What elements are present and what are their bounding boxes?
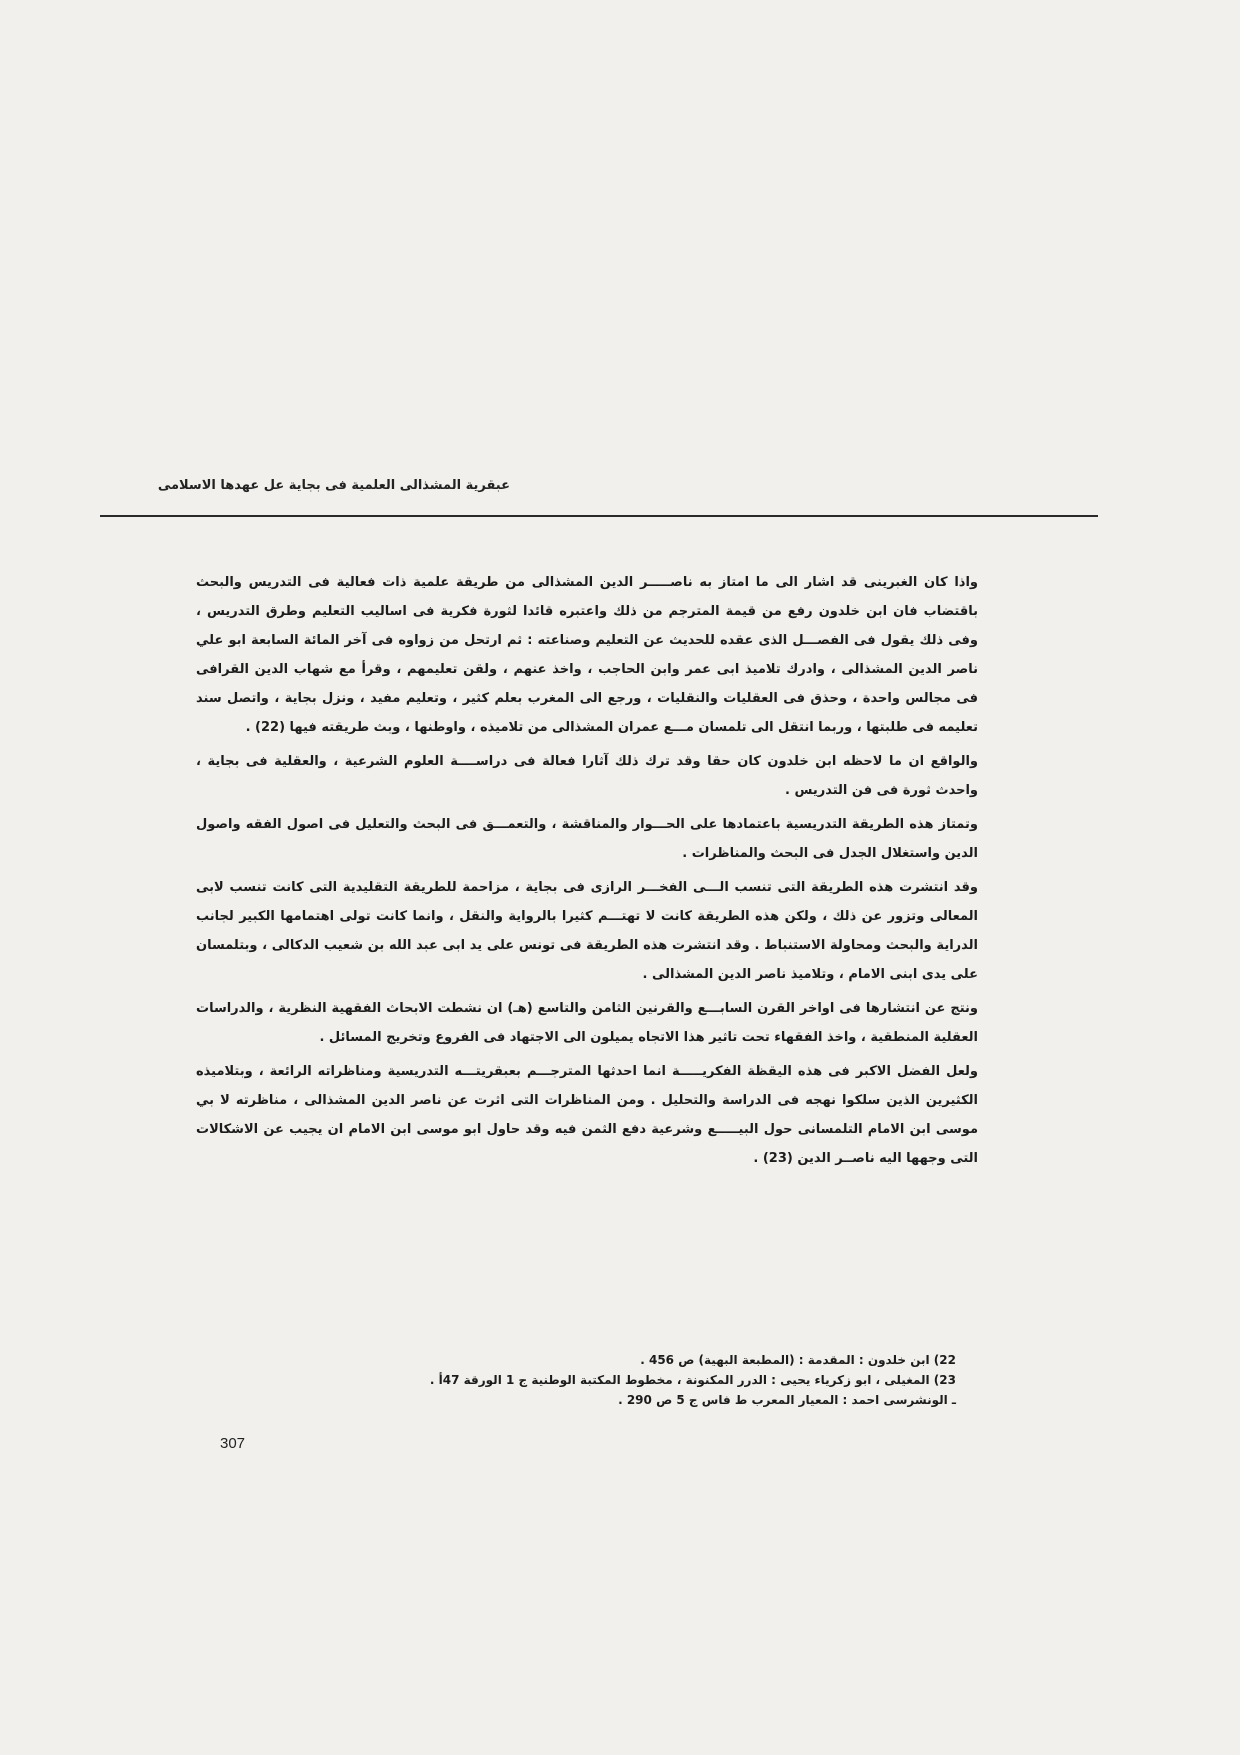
paragraph-4: وقد انتشرت هذه الطريقة التى تنسب الـــى الفخـــر الرازى فى بجاية ، مزاحمة للطريقة التقليدية التى كانت تنسب لابى المعالى وتزور عن ذلك ، ولكن هذه الطريقة كانت لا تهتـــم كثيرا بالرواية والنقل ، وانما كانت تولى اهتمامها الكبير لجانب الدراية والبحث ومحاولة الاستنباط . وقد انتشرت هذه الطريقة فى تونس على يد ابى عبد الله بن شعيب الدكالى ، وبتلمسان على يدى ابنى الامام ، وتلاميذ ناصر الدين المشذالى . xyxy=(196,880,978,982)
footnotes xyxy=(196,1350,978,1410)
footnote-22: 22) ابن خلدون : المقدمة : (المطبعة البهية) ص 456 . xyxy=(640,1353,956,1367)
paragraph-3: وتمتاز هذه الطريقة التدريسية باعتمادها على الحـــوار والمناقشة ، والتعمـــق فى البحث والتعليل فى اصول الفقه واصول الدين واستغلال الجدل فى البحث والمناظرات . xyxy=(196,817,978,861)
header-rule xyxy=(100,515,1098,517)
running-header: عبقرية المشذالى العلمية فى بجاية عل عهدها الاسلامى xyxy=(157,478,510,493)
paragraph-5: ونتج عن انتشارها فى اواخر القرن السابـــع والقرنين الثامن والتاسع (هـ) ان نشطت الابحاث الفقهية النظرية ، والدراسات العقلية المنطقية ، واخذ الفقهاء تحت تاثير هذا الاتجاه يميلون الى الاجتهاد فى الفروع وتخريج المسائل . xyxy=(196,1001,978,1045)
paragraph-2: والواقع ان ما لاحظه ابن خلدون كان حقا وقد ترك ذلك آثارا فعالة فى دراســــة العلوم الشرعية ، والعقلية فى بجاية ، واحدث ثورة فى فن التدريس . xyxy=(196,754,978,798)
page-number: 307 xyxy=(220,1435,246,1452)
footnote-23: 23) المغيلى ، ابو زكرياء يحيى : الدرر المكنونة ، مخطوط المكتبة الوطنية ج 1 الورقة 47أ . xyxy=(429,1373,956,1387)
footnote-23-continued: ـ الونشرسى احمد : المعيار المعرب ط فاس ج 5 ص 290 . xyxy=(618,1393,956,1407)
paragraph-1: واذا كان الغبرينى قد اشار الى ما امتاز به ناصـــــر الدين المشذالى من طريقة علمية ذات فعالية فى التدريس والبحث باقتضاب فان ابن خلدون رفع من قيمة المترجم من ذلك واعتبره قائدا لثورة فكرية فى اساليب التعليم وطرق التدريس ، وفى ذلك يقول فى الفصـــل الذى عقده للحديث عن التعليم وصناعته : ثم ارتحل من زواوه فى آخر المائة السابعة ابو علي ناصر الدين المشذالى ، وادرك تلاميذ ابى عمر وابن الحاجب ، واخذ عنهم ، ولقن تعليمهم ، وقرأ مع شهاب الدين القرافى فى مجالس واحدة ، وحذق فى العقليات والنقليات ، ورجع الى المغرب بعلم كثير ، وتعليم مفيد ، ونزل بجاية ، واتصل سند تعليمه فى طلبتها ، وربما انتقل الى تلمسان مـــع عمران المشذالى من تلاميذه ، واوطنها ، وبث طريقته فيها (22) . xyxy=(196,575,978,735)
paragraph-6: ولعل الفضل الاكبر فى هذه اليقظة الفكريـــــة انما احدثها المترجـــم بعبقريتـــه التدريسية ومناظراته الرائعة ، وبتلاميذه الكثيرين الذين سلكوا نهجه فى الدراسة والتحليل . ومن المناظرات التى اثرت عن ناصر الدين المشذالى ، مناظرته لا بي موسى ابن الامام التلمسانى حول البيـــــع وشرعية دفع الثمن فيه وقد حاول ابو موسى ابن الامام ان يجيب عن الاشكالات التى وجهها اليه ناصــر الدين (23) . xyxy=(196,1064,978,1166)
body-text xyxy=(196,568,978,1178)
